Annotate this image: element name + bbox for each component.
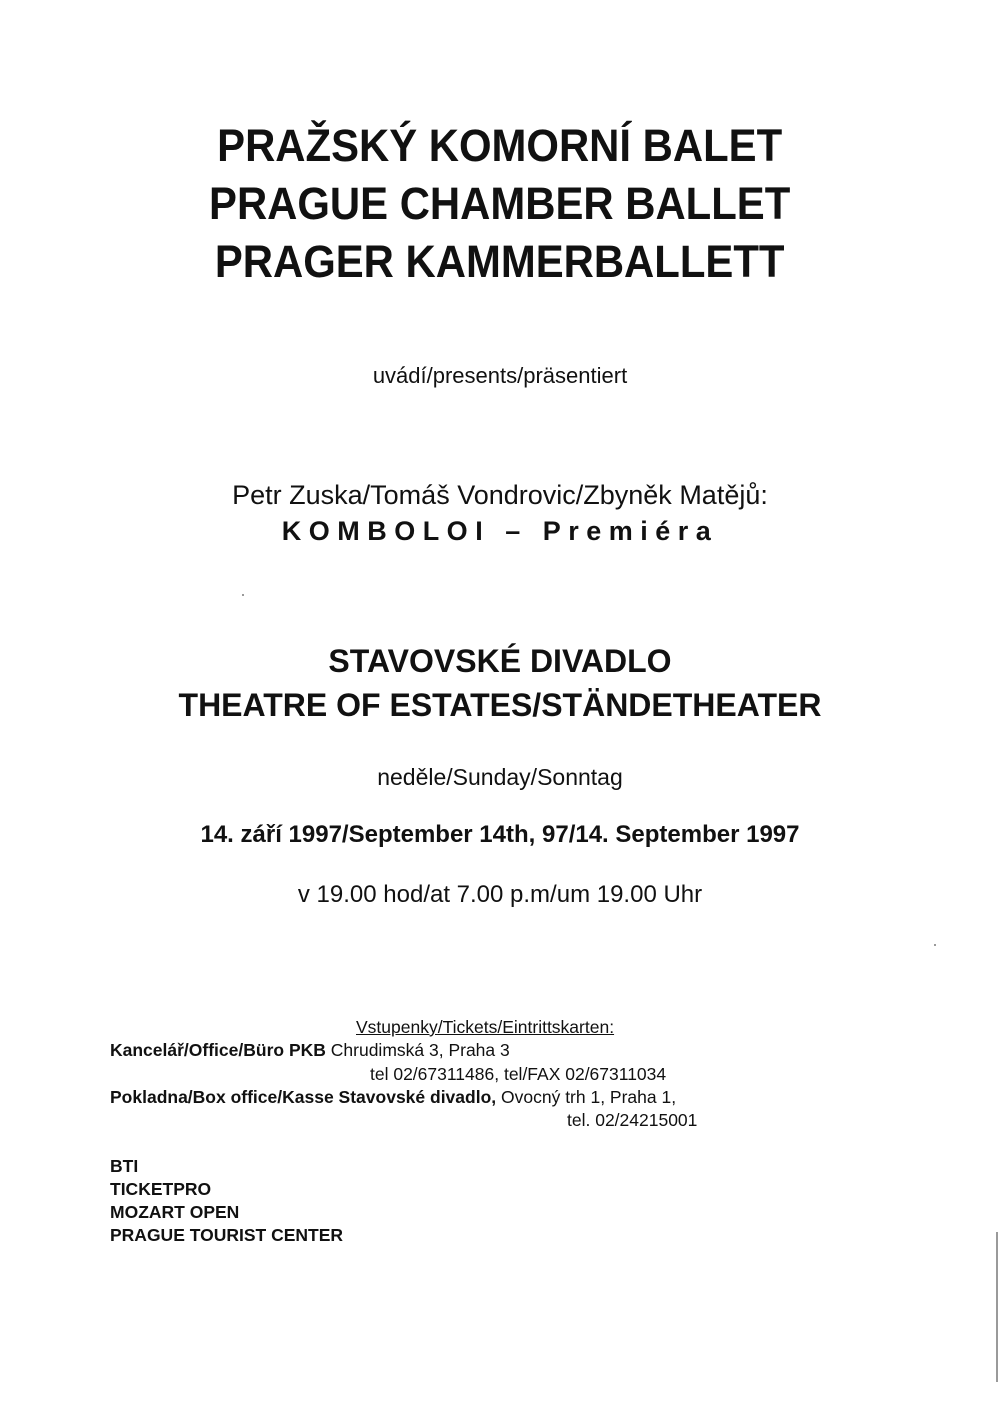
agency-item: PRAGUE TOURIST CENTER bbox=[110, 1225, 344, 1245]
tickets-box-row bbox=[110, 1086, 676, 1109]
scan-speck bbox=[934, 944, 936, 946]
header-line-german: PRAGER KAMMERBALLETT bbox=[214, 236, 785, 287]
header-line-english: PRAGUE CHAMBER BALLET bbox=[209, 178, 791, 229]
performance-day: neděle/Sunday/Sonntag bbox=[377, 764, 623, 790]
agency-item: MOZART OPEN bbox=[110, 1202, 240, 1222]
scan-speck bbox=[242, 594, 244, 596]
production-authors: Petr Zuska/Tomáš Vondrovic/Zbyněk Matějů: bbox=[232, 480, 768, 510]
tickets-heading: Vstupenky/Tickets/Eintrittskarten: bbox=[356, 1017, 615, 1037]
tickets-office-label: Kancelář/Office/Büro PKB bbox=[110, 1040, 326, 1060]
performance-date: 14. září 1997/September 14th, 97/14. September 1997 bbox=[200, 821, 800, 848]
agency-item: BTI bbox=[110, 1156, 139, 1176]
header-line-czech: PRAŽSKÝ KOMORNÍ BALET bbox=[217, 120, 783, 171]
venue-name-english-german: THEATRE OF ESTATES/STÄNDETHEATER bbox=[178, 687, 822, 723]
venue-name-czech: STAVOVSKÉ DIVADLO bbox=[328, 643, 672, 679]
tickets-box-phone: tel. 02/24215001 bbox=[567, 1110, 698, 1130]
scan-edge-mark bbox=[996, 1232, 998, 1382]
agency-item: TICKETPRO bbox=[110, 1179, 212, 1199]
tickets-office-phone: tel 02/67311486, tel/FAX 02/67311034 bbox=[370, 1064, 667, 1084]
tickets-office-row bbox=[110, 1039, 510, 1062]
presents-line: uvádí/presents/präsentiert bbox=[372, 363, 628, 388]
tickets-box-label: Pokladna/Box office/Kasse Stavovské divadlo, bbox=[110, 1087, 497, 1107]
production-title: KOMBOLOI – Premiéra bbox=[281, 516, 719, 546]
tickets-office-address: Chrudimská 3, Praha 3 bbox=[330, 1040, 510, 1060]
tickets-box-address: Ovocný trh 1, Praha 1, bbox=[501, 1087, 677, 1107]
performance-time: v 19.00 hod/at 7.00 p.m/um 19.00 Uhr bbox=[297, 881, 703, 908]
